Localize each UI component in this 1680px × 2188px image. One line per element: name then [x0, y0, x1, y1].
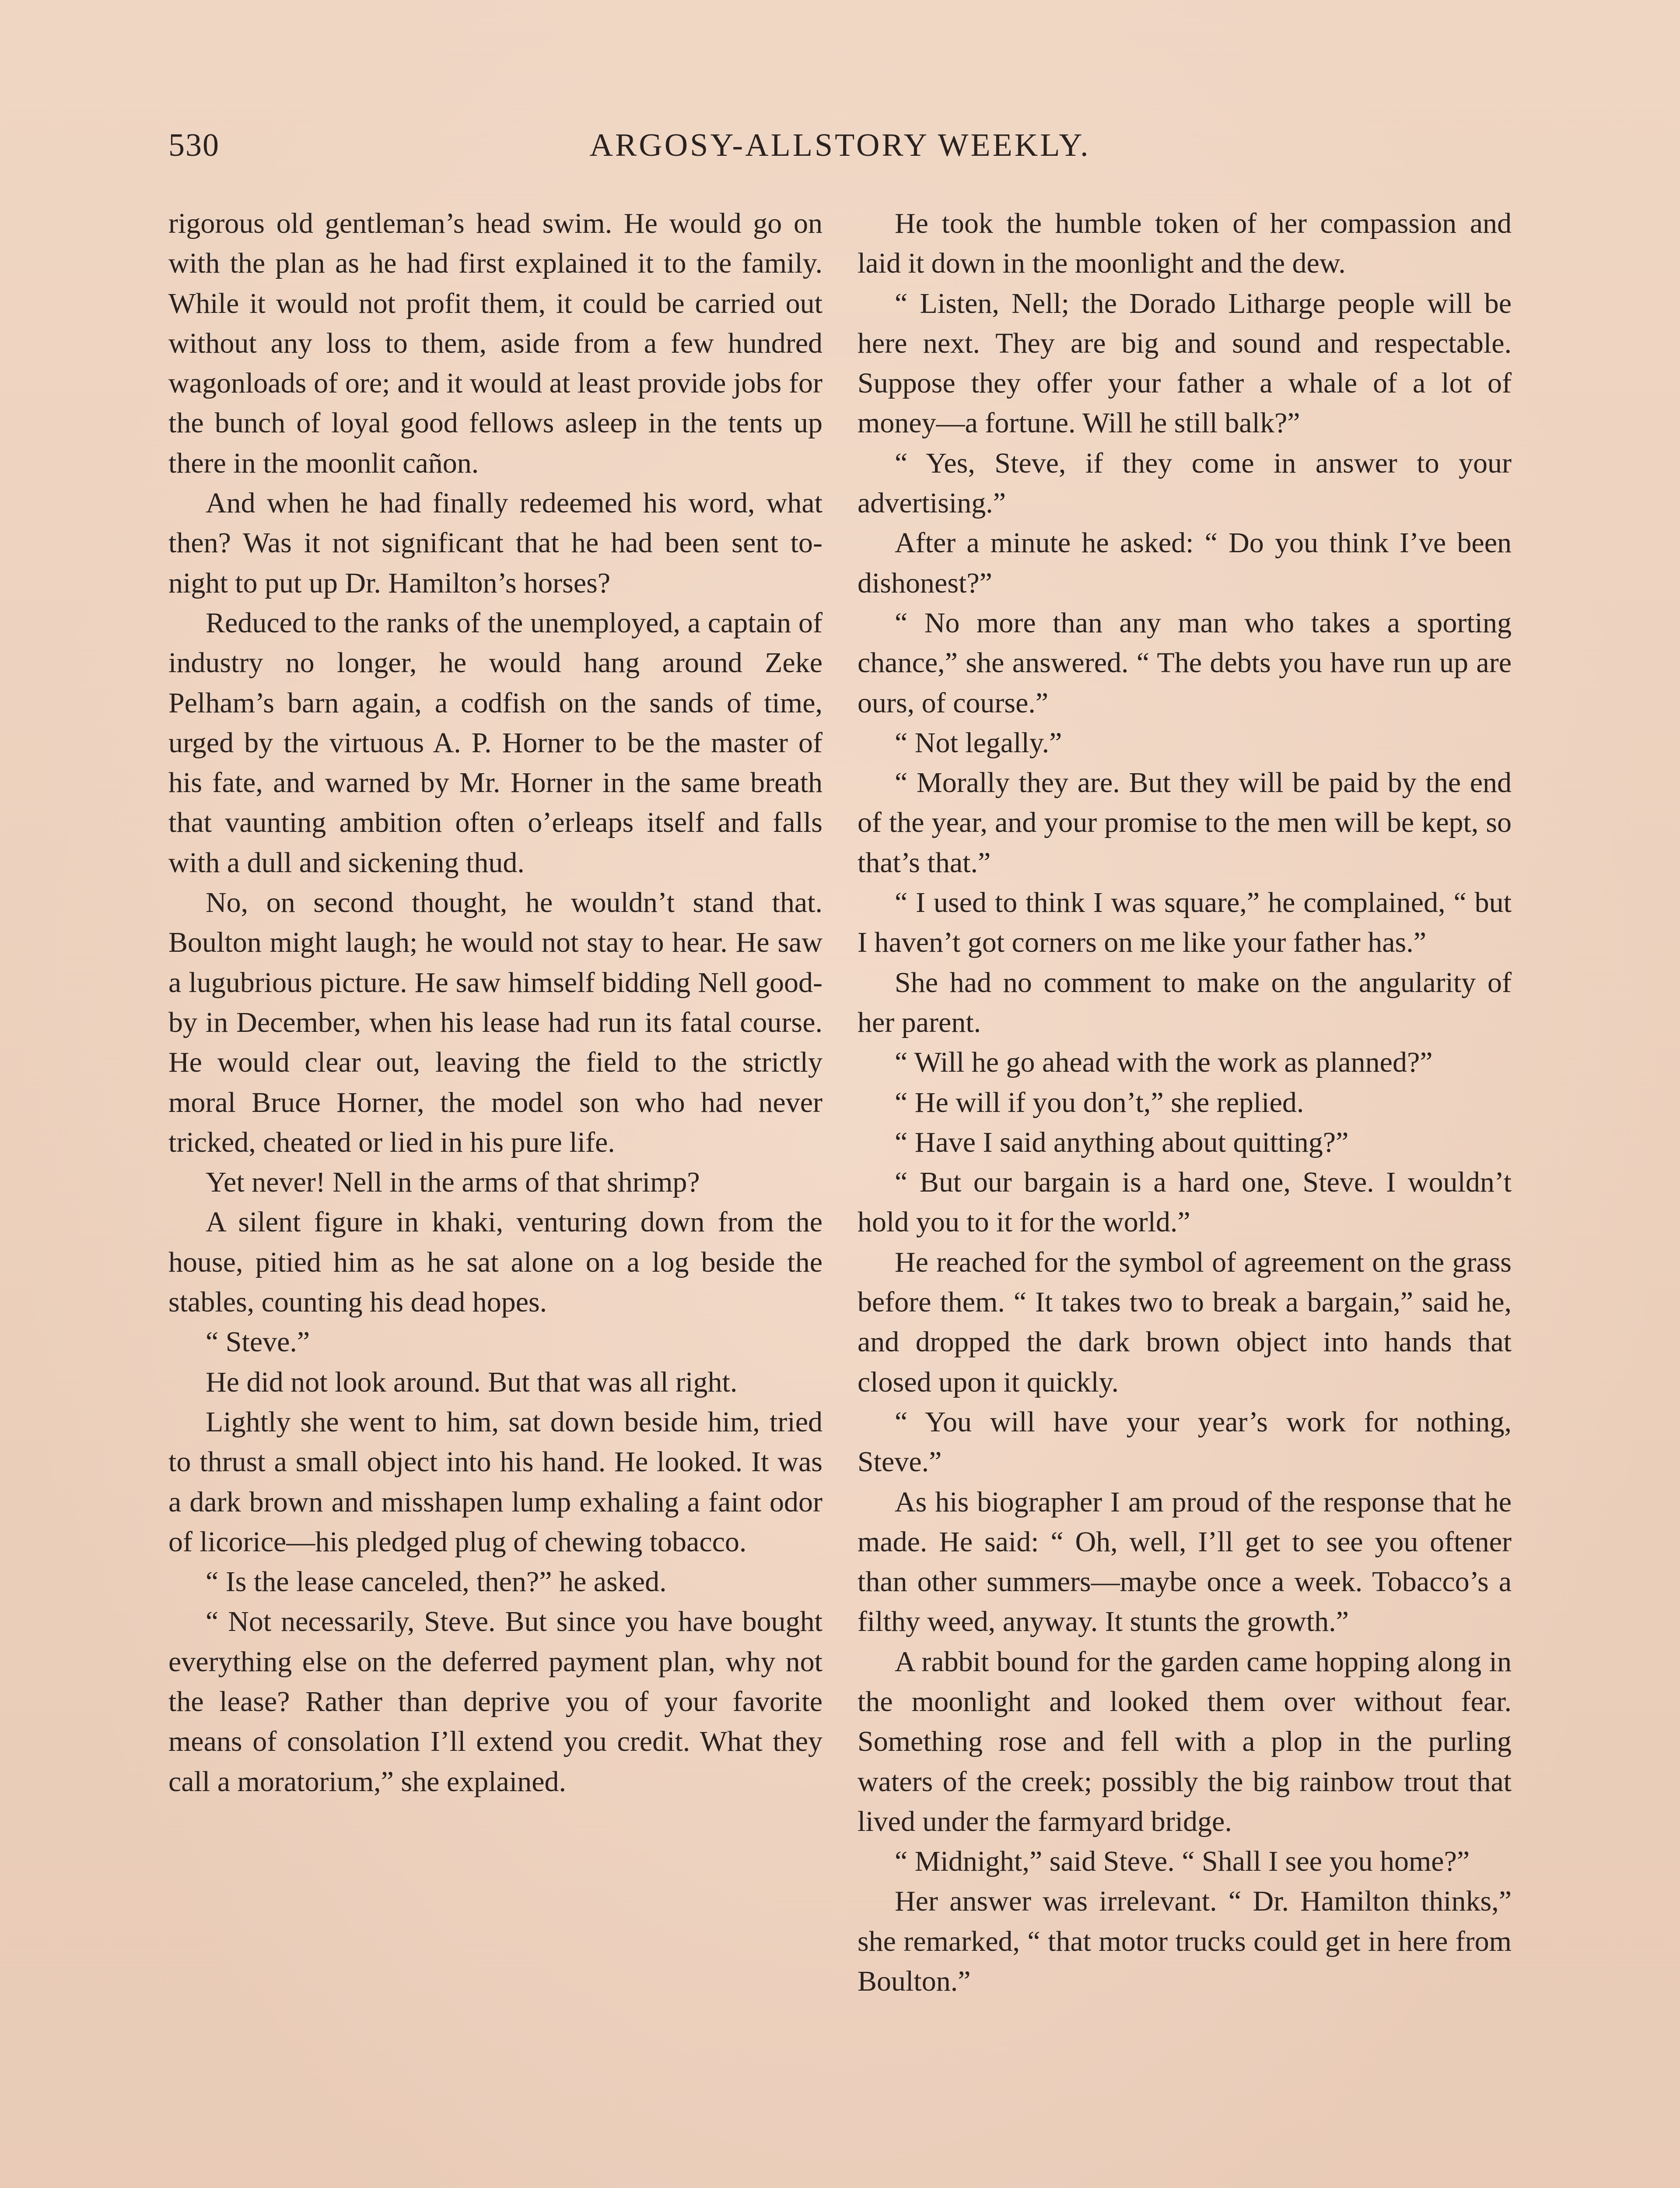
paragraph: He reached for the symbol of agreement on the grass before them. “ It takes two to break a bargain,” said he, and dropped the dark brown object into hands that closed upon it quickly. [858, 1246, 1512, 1398]
paragraph: “ Midnight,” said Steve. “ Shall I see you home?” [895, 1845, 1470, 1878]
paragraph: “ Have I said anything about quitting?” [895, 1126, 1349, 1158]
paragraph: “ You will have your year’s work for nothing, Steve.” [858, 1406, 1512, 1478]
paragraph: She had no comment to make on the angularity of her parent. [858, 966, 1512, 1038]
paragraph: As his biographer I am proud of the response that he made. He said: “ Oh, well, I’ll get to see you oftener than other summers—maybe once a week. Tobacco’s a filthy weed, anyway. It stunts the growth.” [858, 1486, 1512, 1638]
paragraph: Her answer was irrelevant. “ Dr. Hamilton thinks,” she remarked, “ that motor trucks could get in here from Boulton.” [858, 1885, 1512, 1998]
paragraph: “ Morally they are. But they will be paid by the end of the year, and your promise to the men will be kept, so that’s that.” [858, 767, 1512, 879]
paragraph: He did not look around. But that was all right. [206, 1366, 738, 1398]
left-column [168, 203, 822, 2188]
right-column [858, 203, 1512, 2188]
paragraph: “ Will he go ahead with the work as planned?” [895, 1046, 1433, 1079]
paragraph: “ Is the lease canceled, then?” he asked. [206, 1566, 667, 1598]
paragraph: And when he had finally redeemed his word, what then? Was it not significant that he had been sent to-night to put up Dr. Hamilton’s horses? [168, 487, 822, 599]
running-head: ARGOSY-ALLSTORY WEEKLY. [589, 127, 1091, 163]
paragraph: “ Listen, Nell; the Dorado Litharge people will be here next. They are big and sound and respectable. Suppose they offer your father a whale of a lot of money—a fortune. Will he still balk?” [858, 287, 1512, 439]
paragraph: A silent figure in khaki, venturing down from the house, pitied him as he sat alone on a log beside the stables, counting his dead hopes. [168, 1206, 822, 1318]
paragraph: “ Yes, Steve, if they come in answer to your advertising.” [858, 447, 1512, 519]
paragraph: Lightly she went to him, sat down beside him, tried to thrust a small object into his hand. He looked. It was a dark brown and misshapen lump exhaling a faint odor of licorice—his pledged plug of chewing tobacco. [168, 1406, 822, 1558]
page-header [168, 127, 1512, 175]
paragraph: He took the humble token of her compassion and laid it down in the moonlight and the dew. [858, 207, 1512, 280]
paragraph: “ But our bargain is a hard one, Steve. I wouldn’t hold you to it for the world.” [858, 1166, 1512, 1238]
paragraph: After a minute he asked: “ Do you think I’ve been dishonest?” [858, 527, 1512, 599]
paragraph: rigorous old gentleman’s head swim. He would go on with the plan as he had first explained it to the family. While it would not profit them, it could be carried out without any loss to them, aside from a few hundred wagonloads of ore; and it would at least provide jobs for the bunch of loyal good fellows asleep in the tents up there in the moonlit cañon. [168, 207, 822, 479]
paragraph: “ I used to think I was square,” he complained, “ but I haven’t got corners on me like your father has.” [858, 887, 1512, 959]
paragraph: “ Not legally.” [895, 726, 1062, 759]
paragraph: “ Not necessarily, Steve. But since you have bought everything else on the deferred payment plan, why not the lease? Rather than deprive you of your favorite means of consolation I’ll extend you credit. What they call a moratorium,” she explained. [168, 1606, 822, 1798]
paragraph: “ Steve.” [206, 1326, 310, 1358]
paragraph: “ No more than any man who takes a sporting chance,” she answered. “ The debts you have run up are ours, of course.” [858, 607, 1512, 719]
page-number: 530 [168, 127, 220, 163]
paragraph: Reduced to the ranks of the unemployed, a captain of industry no longer, he would hang around Zeke Pelham’s barn again, a codfish on the sands of time, urged by the virtuous A. P. Horner to be the master of his fate, and warned by Mr. Horner in the same breath that vaunting ambition often o’erleaps itself and falls with a dull and sickening thud. [168, 607, 822, 879]
paragraph: “ He will if you don’t,” she replied. [895, 1086, 1304, 1119]
paragraph: A rabbit bound for the garden came hopping along in the moonlight and looked them over without fear. Something rose and fell with a plop in the purling waters of the creek; possibly the big rainbow trout that lived under the farmyard bridge. [858, 1645, 1512, 1837]
paragraph: Yet never! Nell in the arms of that shrimp? [206, 1166, 700, 1199]
paragraph: No, on second thought, he wouldn’t stand that. Boulton might laugh; he would not stay to hear. He saw a lugubrious picture. He saw himself bidding Nell good-by in December, when his lease had run its fatal course. He would clear out, leaving the field to the strictly moral Bruce Horner, the model son who had never tricked, cheated or lied in his pure life. [168, 887, 822, 1158]
